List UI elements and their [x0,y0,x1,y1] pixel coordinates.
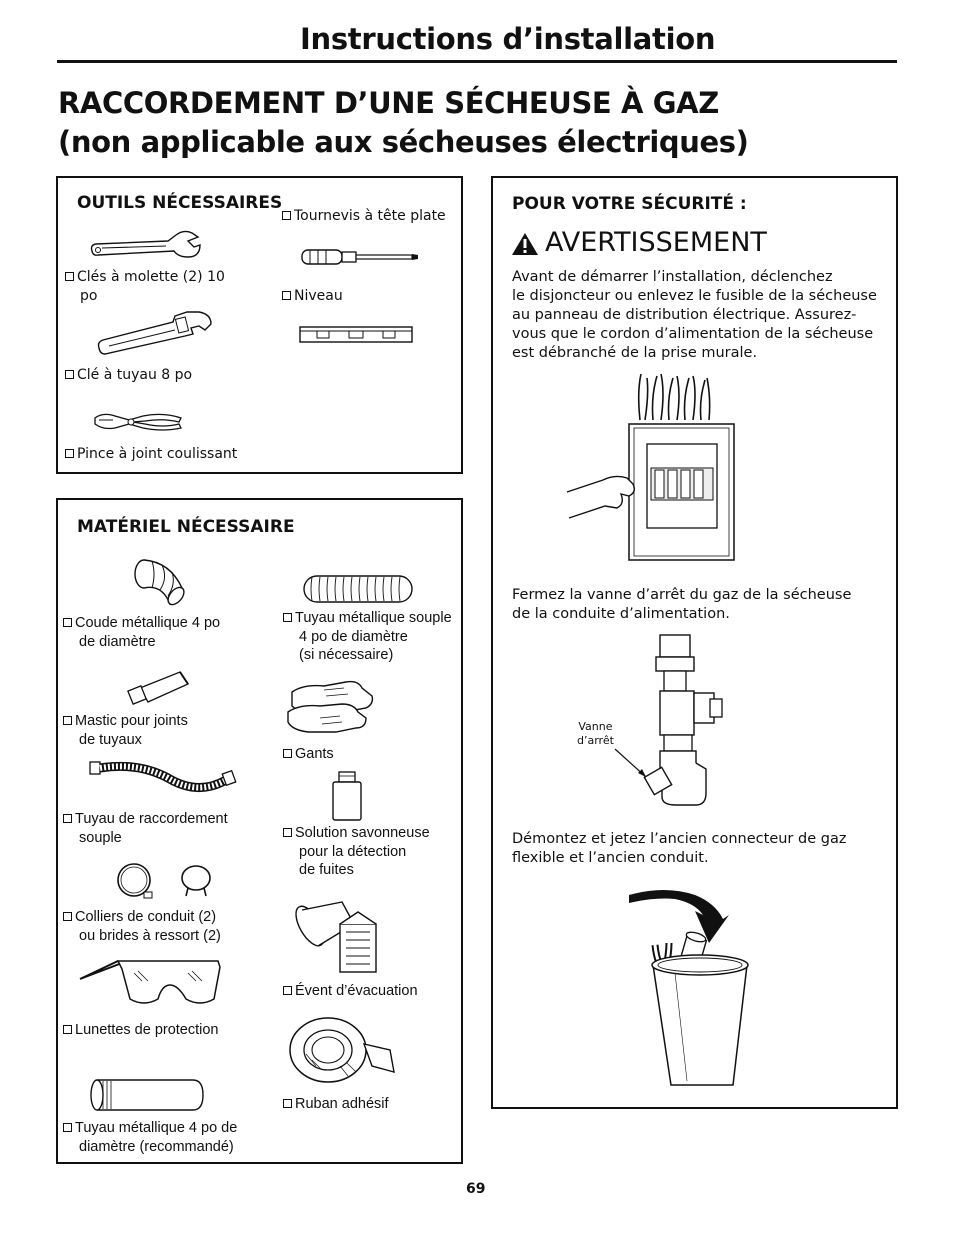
section-title-line2: (non applicable aux sécheuses électriques) [58,125,749,159]
rigid-metal-duct-icon [89,1078,205,1112]
header-title: Instructions d’installation [300,22,716,56]
tool-item: Tournevis à tête plate [282,207,446,226]
checkbox-icon [283,986,292,995]
checkbox-icon [63,1025,72,1034]
trash-can-icon [625,885,750,1085]
material-item: Ruban adhésif [283,1095,389,1114]
tool-item: Pince à joint coulissant [65,445,237,464]
gas-shutoff-valve-icon [610,633,740,811]
material-item: Solution savonneuse pour la détection de fuites [283,824,430,880]
section-title-line1: RACCORDEMENT D’UNE SÉCHEUSE À GAZ [58,86,719,120]
checkbox-icon [65,272,74,281]
material-item: Lunettes de protection [63,1021,219,1040]
checkbox-icon [283,1099,292,1108]
safety-paragraph-2: Fermez la vanne d’arrêt du gaz de la sécheuse de la conduite d’alimentation. [512,587,852,622]
duct-tape-icon [286,1010,398,1086]
material-item: Tuyau métallique 4 po de diamètre (recommandé) [63,1119,237,1156]
checkbox-icon [283,749,292,758]
flexible-metal-duct-icon [300,574,420,604]
metal-elbow-icon [130,558,190,608]
checkbox-icon [63,716,72,725]
breaker-panel-icon [565,372,740,562]
safety-paragraph-1: Avant de démarrer l’installation, déclenchez le disjoncteur ou enlevez le fusible de la sécheuse au panneau de distribution électrique. Assurez- vous que le cordon d’alimentation de la sécheuse est débranché de la prise murale. [512,269,877,361]
level-icon [299,325,414,345]
safety-paragraph-3: Démontez et jetez l’ancien connecteur de gaz flexible et l’ancien conduit. [512,831,847,866]
checkbox-icon [63,1123,72,1132]
valve-label: Vanne d’arrêt [577,720,614,747]
material-item: Gants [283,745,334,764]
flathead-screwdriver-icon [300,243,420,273]
section-title [58,84,749,162]
adjustable-wrench-icon [88,229,203,264]
page-number: 69 [466,1181,486,1197]
material-item: Tuyau de raccordement souple [63,810,228,847]
checkbox-icon [65,449,74,458]
header-rule [57,60,897,63]
checkbox-icon [63,618,72,627]
tools-heading: OUTILS NÉCESSAIRES [77,193,283,213]
checkbox-icon [282,211,291,220]
material-item: Colliers de conduit (2) ou brides à ressort (2) [63,908,221,945]
duct-clamps-icon [112,860,222,902]
tool-item: Clé à tuyau 8 po [65,366,192,385]
checkbox-icon [63,912,72,921]
tool-item: Niveau [282,287,343,306]
checkbox-icon [283,828,292,837]
material-item: Évent d’évacuation [283,982,418,1001]
safety-heading: POUR VOTRE SÉCURITÉ : [512,194,747,214]
tool-item: Clés à molette (2) 10 po [65,268,225,305]
gloves-icon [284,678,376,736]
checkbox-icon [283,613,292,622]
pipe-wrench-icon [95,308,215,358]
material-item: Mastic pour joints de tuyaux [63,712,188,749]
checkbox-icon [65,370,74,379]
flexible-gas-connector-icon [88,760,238,804]
checkbox-icon [63,814,72,823]
soap-solution-bottle-icon [330,770,364,822]
safety-glasses-icon [78,955,224,1011]
materials-heading: MATÉRIEL NÉCESSAIRE [77,517,295,537]
slip-joint-pliers-icon [93,410,183,432]
checkbox-icon [282,291,291,300]
material-item: Tuyau métallique souple 4 po de diamètre (si nécessaire) [283,609,452,665]
warning-label: AVERTISSEMENT [545,227,767,258]
warning-triangle-icon [511,232,539,256]
material-item: Coude métallique 4 po de diamètre [63,614,220,651]
pipe-compound-tube-icon [126,670,192,706]
exhaust-hood-icon [296,898,380,976]
